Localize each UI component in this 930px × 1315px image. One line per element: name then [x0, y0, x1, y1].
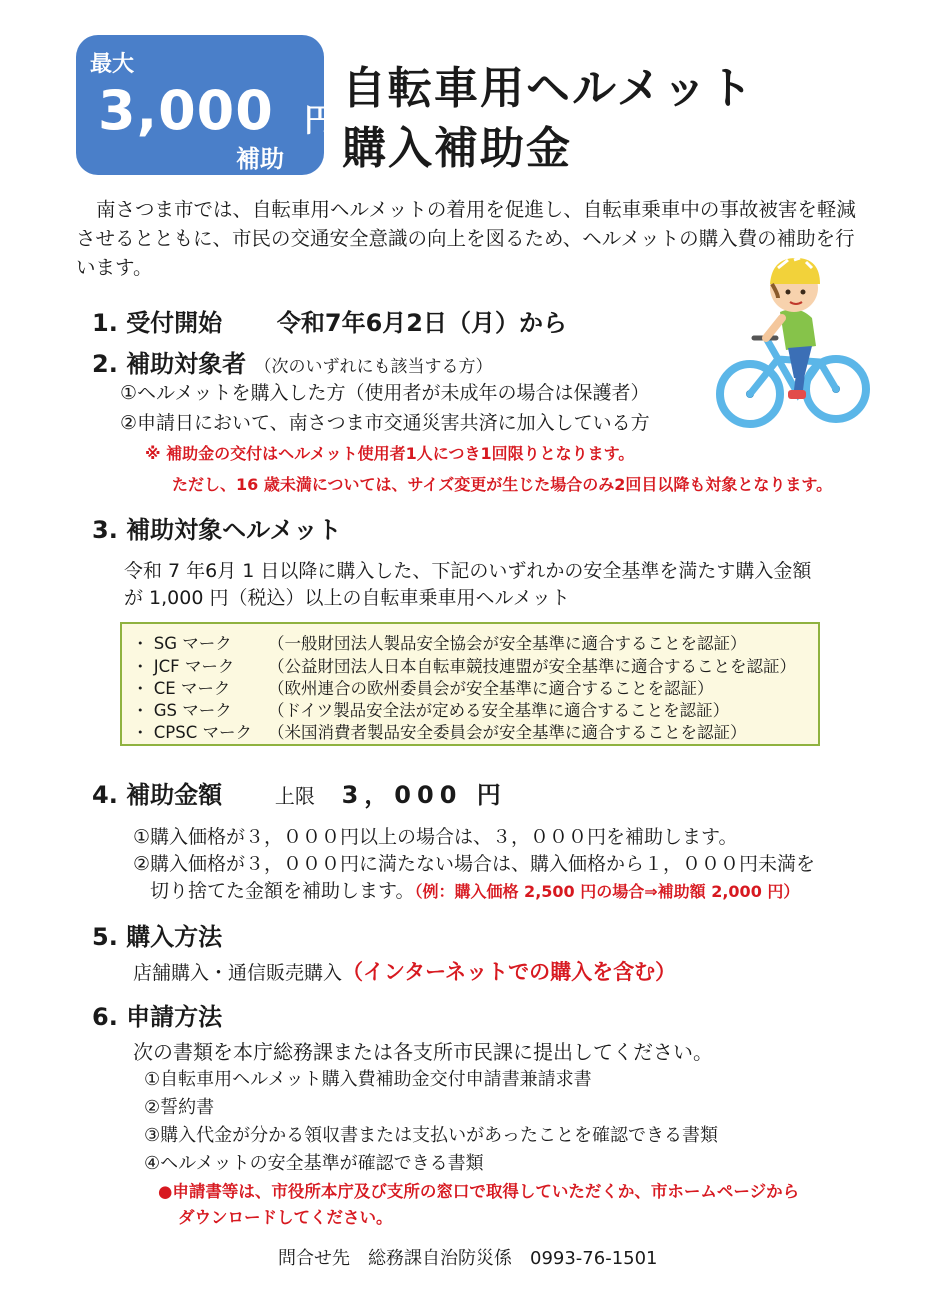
reception-start-date: 令和7年6月2日（月）から	[276, 309, 567, 337]
mark-description: （一般財団法人製品安全協会が安全基準に適合することを認証）	[268, 634, 747, 653]
limit-amount: 3，000 円	[341, 781, 507, 809]
limit-label: 上限	[274, 784, 315, 808]
safety-mark-row	[132, 719, 747, 743]
mark-description: （欧州連合の欧州委員会が安全基準に適合することを認証）	[268, 679, 714, 698]
safety-mark-row	[132, 675, 714, 699]
mark-name: ・ CE マーク	[132, 679, 231, 698]
purchase-method-text: 店舗購入・通信販売購入	[133, 962, 343, 984]
document-item-1: ①自転車用ヘルメット購入費補助金交付申請書兼請求書	[144, 1069, 592, 1090]
section4-heading	[92, 775, 507, 810]
mark-description: （ドイツ製品安全法が定める安全基準に適合することを認証）	[268, 701, 730, 720]
page-title-line1: 自転車用ヘルメット	[342, 63, 755, 114]
application-warning-1: ●申請書等は、市役所本庁及び支所の窓口で取得していただくか、市ホームページから	[158, 1182, 800, 1201]
document-item-4: ④ヘルメットの安全基準が確認できる書類	[144, 1153, 484, 1174]
amount-rule-2b	[150, 876, 799, 903]
badge-amount: 3,000	[98, 79, 274, 142]
section1-title: 1. 受付開始	[92, 309, 223, 337]
mark-description: （公益財団法人日本自転車競技連盟が安全基準に適合することを認証）	[268, 657, 796, 676]
eligibility-warning-2: ただし、16 歳未満については、サイズ変更が生じた場合のみ2回目以降も対象となります。	[172, 475, 833, 494]
contact-info: 問合せ先 総務課自治防災係 0993-76-1501	[278, 1248, 658, 1269]
mark-name: ・ JCF マーク	[132, 657, 235, 676]
mark-description: （米国消費者製品安全委員会が安全基準に適合することを認証）	[268, 723, 747, 742]
amount-example: （例：購入価格 2,500 円の場合⇒補助額 2,000 円）	[414, 882, 800, 901]
mark-name: ・ CPSC マーク	[132, 723, 252, 742]
section5-heading: 5. 購入方法	[92, 923, 223, 951]
page-title-line2: 購入補助金	[342, 123, 572, 174]
section3-heading: 3. 補助対象ヘルメット	[92, 516, 342, 544]
safety-mark-row	[132, 653, 796, 677]
eligibility-item-1: ①ヘルメットを購入した方（使用者が未成年の場合は保護者）	[120, 382, 650, 404]
badge-sub-label: 補助	[236, 145, 284, 173]
amount-rule-2b-text: 切り捨てた金額を補助します。	[150, 880, 415, 902]
helmet-criteria-line1: 令和 7 年6月 1 日以降に購入した、下記のいずれかの安全基準を満たす購入金額	[124, 560, 812, 582]
child-cyclist-illustration	[708, 254, 878, 434]
eligibility-warning-1: ※ 補助金の交付はヘルメット使用者1人につき1回限りとなります。	[145, 444, 635, 463]
document-item-2: ②誓約書	[144, 1097, 215, 1118]
badge-max-label: 最大	[90, 52, 135, 77]
section2-heading	[92, 344, 493, 379]
section1-heading	[92, 303, 567, 338]
purchase-method	[133, 956, 676, 986]
amount-rule-1: ①購入価格が３，０００円以上の場合は、３，０００円を補助します。	[133, 826, 738, 848]
application-lead: 次の書類を本庁総務課または各支所市民課に提出してください。	[133, 1040, 713, 1064]
eligibility-item-2: ②申請日において、南さつま市交通災害共済に加入している方	[120, 412, 650, 434]
safety-mark-box	[120, 622, 820, 746]
document-item-3: ③購入代金が分かる領収書または支払いがあったことを確認できる書類	[144, 1125, 718, 1146]
safety-mark-row	[132, 630, 747, 654]
amount-rule-2a: ②購入価格が３，０００円に満たない場合は、購入価格から１，０００円未満を	[133, 853, 816, 875]
application-warning-2: ダウンロードしてください。	[178, 1208, 393, 1227]
mark-name: ・ SG マーク	[132, 634, 232, 653]
helmet-criteria-line2: が 1,000 円（税込）以上の自転車乗車用ヘルメット	[124, 587, 570, 609]
section4-title: 4. 補助金額	[92, 781, 223, 809]
safety-mark-row	[132, 697, 729, 721]
section6-heading: 6. 申請方法	[92, 1003, 223, 1031]
intro-body: 南さつま市では、自転車用ヘルメットの着用を促進し、自転車乗車中の事故被害を軽減させるとともに、市民の交通安全意識の向上を図るため、ヘルメットの購入費の補助を行います。	[76, 198, 856, 279]
badge-yen: 円	[304, 101, 337, 139]
section2-title: 2. 補助対象者	[92, 350, 247, 378]
section2-note: （次のいずれにも該当する方）	[254, 357, 493, 377]
purchase-method-note: （インターネットでの購入を含む）	[342, 960, 677, 984]
mark-name: ・ GS マーク	[132, 701, 232, 720]
subsidy-badge	[76, 35, 337, 175]
